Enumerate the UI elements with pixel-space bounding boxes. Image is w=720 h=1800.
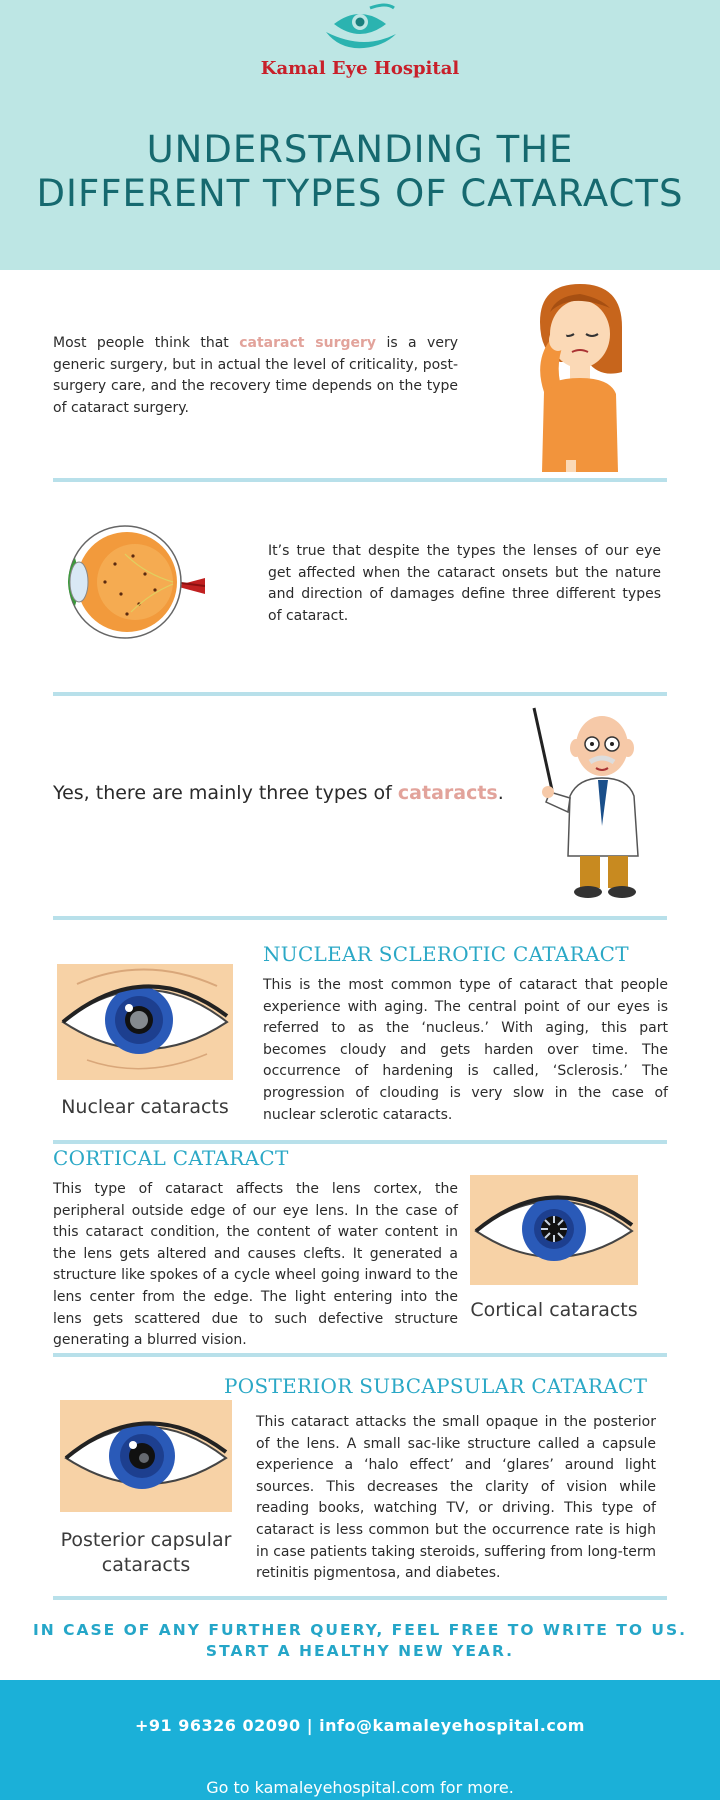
- posterior-cataract-eye-image: [60, 1400, 232, 1512]
- three-types-heading: [53, 780, 513, 806]
- intro-text-after: is a very generic surgery, but in actual the level of criticality, post-surgery care, and the recovery time depends on the type of cataract surgery.: [53, 335, 458, 416]
- nuclear-section-title: NUCLEAR SCLEROTIC CATARACT: [263, 942, 629, 966]
- section-divider: [53, 1140, 667, 1144]
- posterior-caption-line-1: Posterior capsular: [60, 1529, 232, 1551]
- cortical-paragraph: This type of cataract affects the lens cortex, the peripheral outside edge of our eye lens. In the case of this cataract condition, the content of water content in the lens gets altered and causes clefts. It generated a structure like spokes of a cycle wheel going inward to the lens center from the edge. The light entering into the lens gets scattered due to such defective structure generating a blurred vision.: [53, 1181, 458, 1349]
- section-divider: [53, 1353, 667, 1357]
- nuclear-cataract-eye-image: [57, 964, 233, 1080]
- query-message: [0, 1620, 720, 1662]
- contact-info[interactable]: +91 96326 02090 | info@kamaleyehospital.com: [135, 1716, 585, 1735]
- page-title-line-2: DIFFERENT TYPES OF CATARACTS: [36, 172, 684, 215]
- nuclear-paragraph: This is the most common type of cataract that people experience with aging. The central point of our eyes is referred to as the ‘nucleus.’ With aging, this part becomes cloudy and gets harden over time. The occurrence of hardening is called, ‘Sclerosis.’ The progression of clouding is very slow in the case of nuclear sclerotic cataracts.: [263, 977, 668, 1123]
- three-types-text-after: .: [497, 782, 504, 804]
- cortical-cataract-eye-image: [470, 1175, 638, 1285]
- query-line-2: START A HEALTHY NEW YEAR.: [205, 1642, 515, 1660]
- cortical-caption: Cortical cataracts: [470, 1299, 638, 1321]
- hospital-name: Kamal Eye Hospital: [260, 58, 460, 79]
- page-title: [0, 128, 720, 216]
- website-link[interactable]: Go to kamaleyehospital.com for more.: [206, 1778, 514, 1797]
- intro-text-before: Most people think that: [53, 335, 240, 351]
- posterior-caption-line-2: cataracts: [101, 1554, 191, 1576]
- lens-paragraph: It’s true that despite the types the lenses of our eye get affected when the cataract onsets but the nature and direction of damages define three different types of cataract.: [268, 543, 661, 624]
- query-line-1: IN CASE OF ANY FURTHER QUERY, FEEL FREE TO WRITE TO US.: [32, 1621, 688, 1639]
- section-divider: [53, 1596, 667, 1600]
- posterior-section-title: POSTERIOR SUBCAPSULAR CATARACT: [224, 1374, 648, 1398]
- doctor-with-pointer-illustration: [528, 706, 648, 902]
- cataracts-link[interactable]: cataracts: [397, 782, 498, 804]
- worried-woman-illustration: [530, 282, 630, 472]
- eye-anatomy-illustration: [55, 524, 205, 640]
- intro-paragraph: [53, 333, 458, 419]
- section-divider: [53, 916, 667, 920]
- three-types-text-before: Yes, there are mainly three types of: [53, 782, 398, 804]
- section-divider: [53, 692, 667, 696]
- section-divider: [53, 478, 667, 482]
- page-title-line-1: UNDERSTANDING THE: [146, 128, 574, 171]
- cataract-surgery-link[interactable]: cataract surgery: [239, 335, 377, 351]
- eye-hand-logo-icon: [320, 2, 400, 54]
- cortical-section-title: CORTICAL CATARACT: [53, 1146, 289, 1170]
- posterior-caption: [48, 1528, 244, 1578]
- posterior-paragraph: This cataract attacks the small opaque in the posterior of the lens. A small sac-like structure called a capsule experience a ‘halo effect’ and ‘glares’ around light sources. This decreases the clarity of vision while reading books, watching TV, or driving. This type of cataract is less common but the occurrence rate is high in case patients taking steroids, suffering from long-term retinitis pigmentosa, and diabetes.: [256, 1414, 656, 1582]
- nuclear-caption: Nuclear cataracts: [61, 1096, 229, 1118]
